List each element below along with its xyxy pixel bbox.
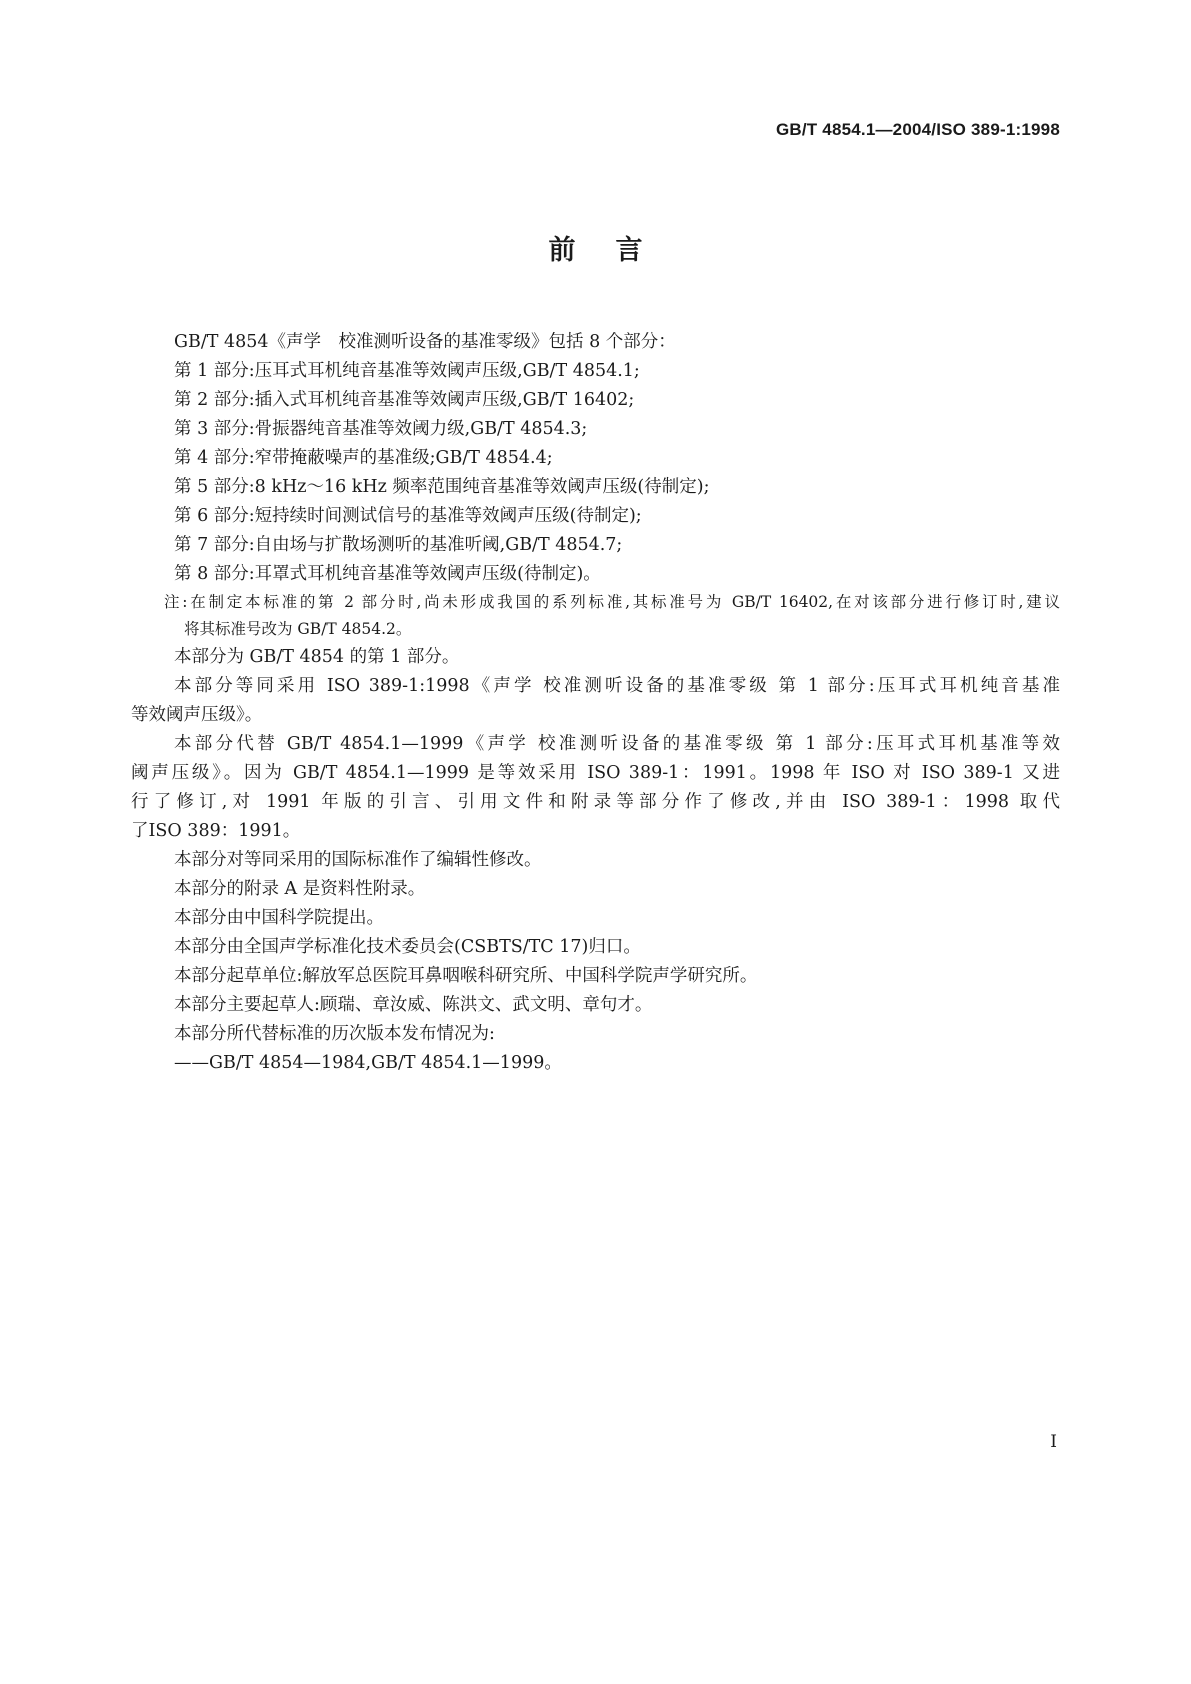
note-line-2: 将其标准号改为 GB/T 4854.2。 bbox=[184, 620, 412, 638]
paragraph-line: 本部分等同采用 ISO 389-1:1998《声学 校准测听设备的基准零级 第 1 部分:压耳式耳机纯音基准 bbox=[174, 676, 1060, 696]
note-line-1: 注:在制定本标准的第 2 部分时,尚未形成我国的系列标准,其标准号为 GB/T 16402,在对该部分进行修订时,建议 bbox=[164, 593, 1060, 611]
paragraph-line: 行了修订,对 1991 年版的引言、引用文件和附录等部分作了修改,并由 ISO 389-1：1998 取代 bbox=[131, 792, 1060, 812]
paragraph: 本部分起草单位:解放军总医院耳鼻咽喉科研究所、中国科学院声学研究所。 bbox=[174, 966, 758, 986]
paragraph: 本部分的附录 A 是资料性附录。 bbox=[174, 879, 426, 899]
paragraph: 本部分为 GB/T 4854 的第 1 部分。 bbox=[174, 647, 460, 667]
paragraph-line: 等效阈声压级》。 bbox=[131, 705, 263, 725]
paragraph-line: 了ISO 389：1991。 bbox=[131, 821, 301, 841]
standard-number-header: GB/T 4854.1—2004/ISO 389-1:1998 bbox=[775, 120, 1060, 139]
part-list-item: 第 2 部分:插入式耳机纯音基准等效阈声压级,GB/T 16402; bbox=[174, 390, 635, 410]
paragraph-line: 本部分代替 GB/T 4854.1—1999《声学 校准测听设备的基准零级 第 1 部分:压耳式耳机基准等效 bbox=[174, 734, 1060, 754]
paragraph: 本部分由中国科学院提出。 bbox=[174, 908, 384, 928]
history-list-item: ——GB/T 4854—1984,GB/T 4854.1—1999。 bbox=[174, 1053, 562, 1073]
part-list-item: 第 1 部分:压耳式耳机纯音基准等效阈声压级,GB/T 4854.1; bbox=[174, 361, 640, 381]
part-list-item: 第 4 部分:窄带掩蔽噪声的基准级;GB/T 4854.4; bbox=[174, 448, 553, 468]
part-list-item: 第 7 部分:自由场与扩散场测听的基准听阈,GB/T 4854.7; bbox=[174, 535, 623, 555]
page-number: I bbox=[1050, 1432, 1057, 1452]
page-title: 前言 bbox=[548, 235, 683, 266]
paragraph-line: 阈声压级》。因为 GB/T 4854.1—1999 是等效采用 ISO 389-1：1991。1998 年 ISO 对 ISO 389-1 又进 bbox=[131, 763, 1060, 783]
foreword-body bbox=[131, 328, 1060, 1078]
paragraph: 本部分由全国声学标准化技术委员会(CSBTS/TC 17)归口。 bbox=[174, 937, 641, 957]
intro-line: GB/T 4854《声学 校准测听设备的基准零级》包括 8 个部分： bbox=[174, 332, 676, 352]
part-list-item: 第 8 部分:耳罩式耳机纯音基准等效阈声压级(待制定)。 bbox=[174, 564, 601, 584]
paragraph: 本部分主要起草人:顾瑞、章汝威、陈洪文、武文明、章句才。 bbox=[174, 995, 653, 1015]
paragraph: 本部分所代替标准的历次版本发布情况为: bbox=[174, 1024, 495, 1044]
part-list-item: 第 5 部分:8 kHz～16 kHz 频率范围纯音基准等效阈声压级(待制定); bbox=[174, 477, 710, 497]
paragraph: 本部分对等同采用的国际标准作了编辑性修改。 bbox=[174, 850, 542, 870]
part-list-item: 第 6 部分:短持续时间测试信号的基准等效阈声压级(待制定); bbox=[174, 506, 642, 526]
part-list-item: 第 3 部分:骨振器纯音基准等效阈力级,GB/T 4854.3; bbox=[174, 419, 588, 439]
